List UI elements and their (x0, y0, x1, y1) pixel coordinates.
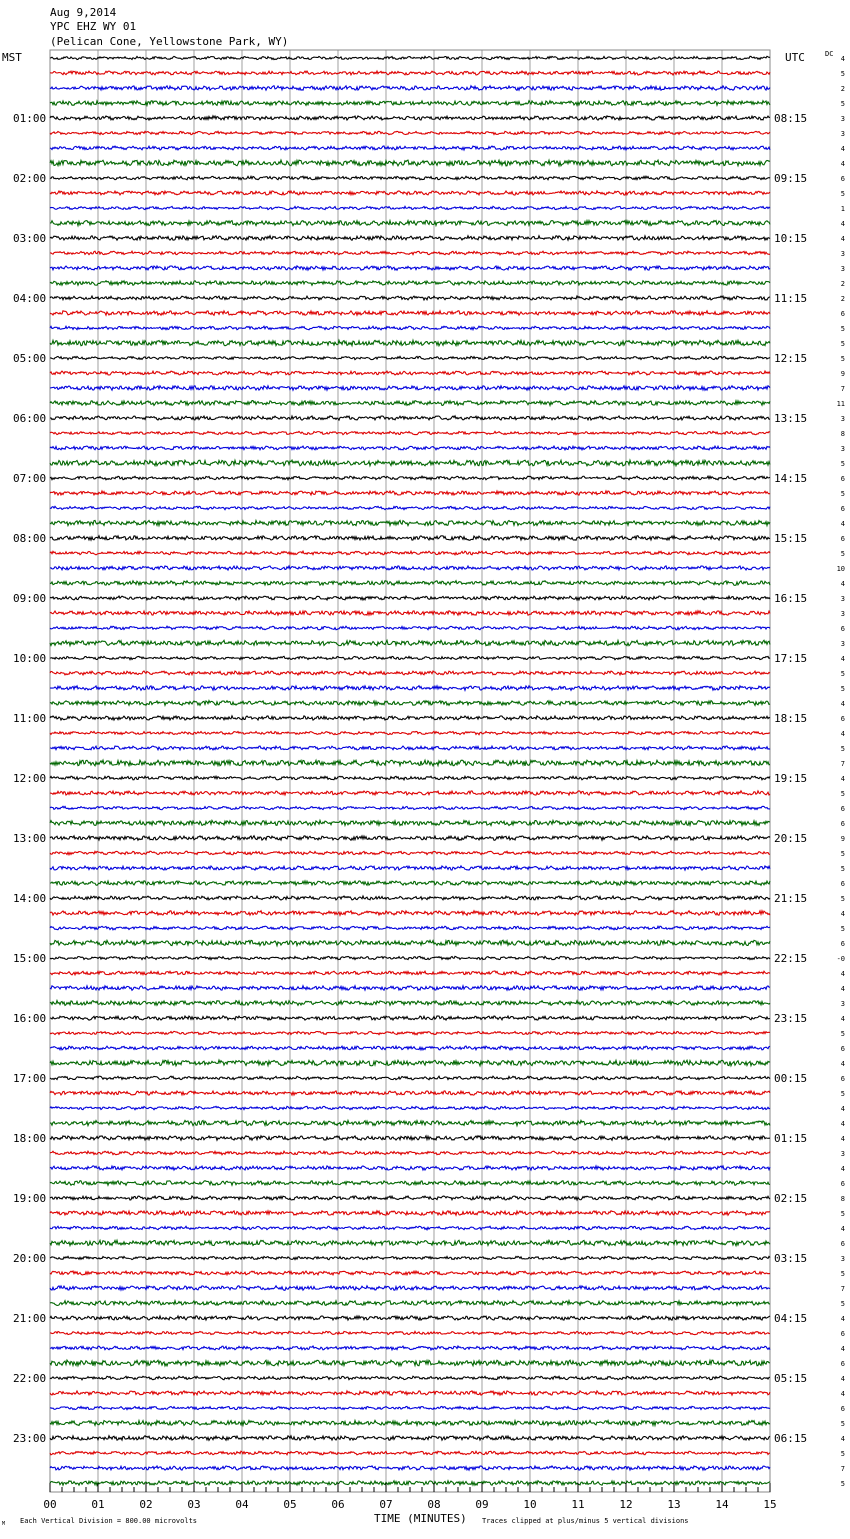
dc-offset-value: 5 (840, 1420, 845, 1428)
dc-offset-value: 7 (840, 1285, 845, 1293)
mst-hour-label: 07:00 (13, 472, 47, 485)
mst-hour-label: 06:00 (13, 412, 47, 425)
utc-hour-label: 12:15 (774, 352, 808, 365)
mst-hour-label: 04:00 (13, 292, 47, 305)
utc-hour-label: 01:15 (774, 1132, 808, 1145)
x-tick-label: 15 (763, 1498, 777, 1511)
dc-offset-value: 5 (840, 490, 845, 498)
dc-offset-value: 5 (840, 1210, 845, 1218)
dc-offset-value: 4 (840, 580, 845, 588)
mst-hour-label: 16:00 (13, 1012, 47, 1025)
dc-offset-value: 6 (840, 1180, 845, 1188)
dc-offset-value: 8 (840, 430, 845, 438)
utc-hour-label: 17:15 (774, 652, 808, 665)
x-tick-label: 11 (571, 1498, 585, 1511)
dc-offset-value: 4 (840, 1165, 845, 1173)
dc-offset-value: 9 (840, 835, 845, 843)
dc-offset-value: 6 (840, 1405, 845, 1413)
mst-hour-label: 20:00 (13, 1252, 47, 1265)
dc-offset-value: 6 (840, 1045, 845, 1053)
x-tick-label: 05 (283, 1498, 297, 1511)
dc-offset-value: 5 (840, 325, 845, 333)
mst-hour-label: 19:00 (13, 1192, 47, 1205)
utc-hour-label: 08:15 (774, 112, 808, 125)
dc-offset-value: 4 (840, 985, 845, 993)
mst-hour-label: 01:00 (13, 112, 47, 125)
dc-offset-value: 7 (840, 1465, 845, 1473)
dc-offset-value: 4 (840, 655, 845, 663)
dc-offset-value: 6 (840, 715, 845, 723)
x-tick-label: 14 (715, 1498, 729, 1511)
dc-offset-value: 3 (840, 130, 845, 138)
mst-hour-label: 15:00 (13, 952, 47, 965)
dc-offset-value: 3 (840, 445, 845, 453)
dc-offset-value: 4 (840, 700, 845, 708)
dc-offset-value: 4 (840, 1060, 845, 1068)
mst-hour-label: 21:00 (13, 1312, 47, 1325)
mst-hour-label: 18:00 (13, 1132, 47, 1145)
right-zone-label: UTC (785, 51, 805, 64)
x-tick-label: 09 (475, 1498, 489, 1511)
dc-offset-value: 3 (840, 250, 845, 258)
mst-hour-label: 10:00 (13, 652, 47, 665)
utc-hour-label: 13:15 (774, 412, 808, 425)
x-tick-label: 13 (667, 1498, 681, 1511)
utc-hour-label: 23:15 (774, 1012, 808, 1025)
mst-hour-label: 05:00 (13, 352, 47, 365)
dc-offset-value: 5 (840, 1450, 845, 1458)
dc-offset-value: 4 (840, 1015, 845, 1023)
utc-hour-label: 00:15 (774, 1072, 808, 1085)
dc-offset-value: 3 (840, 595, 845, 603)
header-date: Aug 9,2014 (50, 6, 117, 19)
dc-offset-value: 5 (840, 790, 845, 798)
corner-mark: M (2, 1521, 6, 1527)
dc-offset-value: 5 (840, 460, 845, 468)
dc-offset-value: 10 (836, 565, 845, 573)
dc-offset-value: 4 (840, 160, 845, 168)
dc-offset-value: 2 (840, 295, 845, 303)
mst-hour-label: 17:00 (13, 1072, 47, 1085)
dc-offset-value: 4 (840, 520, 845, 528)
x-tick-label: 04 (235, 1498, 249, 1511)
mst-hour-label: 13:00 (13, 832, 47, 845)
utc-hour-label: 20:15 (774, 832, 808, 845)
mst-hour-label: 08:00 (13, 532, 47, 545)
utc-hour-label: 06:15 (774, 1432, 808, 1445)
utc-hour-label: 18:15 (774, 712, 808, 725)
mst-hour-label: 03:00 (13, 232, 47, 245)
mst-hour-label: 11:00 (13, 712, 47, 725)
dc-offset-value: 4 (840, 55, 845, 63)
dc-offset-value: 6 (840, 625, 845, 633)
dc-offset-value: 5 (840, 670, 845, 678)
dc-offset-value: 6 (840, 1075, 845, 1083)
dc-offset-value: 6 (840, 1240, 845, 1248)
utc-hour-label: 03:15 (774, 1252, 808, 1265)
dc-offset-value: 6 (840, 880, 845, 888)
x-tick-label: 01 (91, 1498, 105, 1511)
utc-hour-label: 04:15 (774, 1312, 808, 1325)
x-tick-label: 03 (187, 1498, 201, 1511)
x-tick-label: 02 (139, 1498, 153, 1511)
dc-offset-value: 4 (840, 1345, 845, 1353)
dc-offset-value: 2 (840, 85, 845, 93)
mst-hour-label: 22:00 (13, 1372, 47, 1385)
dc-offset-value: 5 (840, 850, 845, 858)
dc-offset-value: 5 (840, 865, 845, 873)
utc-hour-label: 02:15 (774, 1192, 808, 1205)
dc-offset-value: 4 (840, 1225, 845, 1233)
header-location: (Pelican Cone, Yellowstone Park, WY) (50, 35, 289, 48)
dc-offset-value: 4 (840, 1120, 845, 1128)
dc-offset-value: 6 (840, 820, 845, 828)
dc-offset-value: 4 (840, 220, 845, 228)
x-tick-label: 00 (43, 1498, 57, 1511)
x-tick-label: 08 (427, 1498, 441, 1511)
dc-offset-value: 6 (840, 535, 845, 543)
dc-offset-value: 5 (840, 685, 845, 693)
dc-offset-value: 6 (840, 175, 845, 183)
dc-offset-value: 4 (840, 1315, 845, 1323)
mst-hour-label: 14:00 (13, 892, 47, 905)
dc-offset-value: 4 (840, 970, 845, 978)
utc-hour-label: 10:15 (774, 232, 808, 245)
dc-offset-value: 5 (840, 895, 845, 903)
dc-offset-value: 5 (840, 355, 845, 363)
dc-offset-value: 4 (840, 1390, 845, 1398)
x-tick-label: 07 (379, 1498, 393, 1511)
dc-offset-value: 3 (840, 115, 845, 123)
x-tick-label: 06 (331, 1498, 345, 1511)
dc-offset-value: 6 (840, 805, 845, 813)
dc-offset-value: 1 (840, 205, 845, 213)
dc-offset-value: 9 (840, 370, 845, 378)
dc-offset-value: 4 (840, 730, 845, 738)
dc-offset-value: 3 (840, 1255, 845, 1263)
dc-offset-value: 3 (840, 265, 845, 273)
dc-offset-value: 6 (840, 1330, 845, 1338)
dc-offset-value: 4 (840, 910, 845, 918)
dc-offset-value: 3 (840, 610, 845, 618)
utc-hour-label: 14:15 (774, 472, 808, 485)
utc-hour-label: 21:15 (774, 892, 808, 905)
dc-offset-value: 5 (840, 70, 845, 78)
dc-offset-value: 4 (840, 1375, 845, 1383)
dc-offset-value: 4 (840, 145, 845, 153)
dc-offset-value: 5 (840, 1270, 845, 1278)
dc-offset-value: 5 (840, 1480, 845, 1488)
mst-hour-label: 12:00 (13, 772, 47, 785)
utc-hour-label: 16:15 (774, 592, 808, 605)
dc-offset-value: 4 (840, 1435, 845, 1443)
header-station: YPC EHZ WY 01 (50, 20, 137, 33)
dc-offset-value: 5 (840, 925, 845, 933)
dc-offset-value: 4 (840, 775, 845, 783)
dc-offset-value: 5 (840, 1090, 845, 1098)
dc-offset-value: 4 (840, 1105, 845, 1113)
dc-offset-value: 4 (840, 1135, 845, 1143)
dc-offset-value: 4 (840, 235, 845, 243)
dc-offset-value: 7 (840, 385, 845, 393)
clip-note: Traces clipped at plus/minus 5 vertical divisions (482, 1517, 689, 1525)
dc-offset-value: 5 (840, 1300, 845, 1308)
scale-note: Each Vertical Division = 800.00 microvolts (20, 1517, 198, 1525)
dc-offset-value: 6 (840, 1360, 845, 1368)
dc-label: DC (825, 50, 834, 58)
dc-offset-value: 6 (840, 505, 845, 513)
utc-hour-label: 11:15 (774, 292, 808, 305)
mst-hour-label: 09:00 (13, 592, 47, 605)
dc-offset-value: 11 (836, 400, 845, 408)
dc-offset-value: 6 (840, 940, 845, 948)
utc-hour-label: 15:15 (774, 532, 808, 545)
utc-hour-label: 19:15 (774, 772, 808, 785)
left-zone-label: MST (2, 51, 22, 64)
dc-offset-value: 5 (840, 340, 845, 348)
dc-offset-value: 8 (840, 1195, 845, 1203)
dc-offset-value: 2 (840, 280, 845, 288)
utc-hour-label: 05:15 (774, 1372, 808, 1385)
dc-offset-value: 3 (840, 640, 845, 648)
mst-hour-label: 23:00 (13, 1432, 47, 1445)
dc-offset-value: 3 (840, 1000, 845, 1008)
dc-offset-value: 6 (840, 310, 845, 318)
dc-offset-value: 3 (840, 1150, 845, 1158)
dc-offset-value: -0 (836, 955, 845, 963)
dc-offset-value: 5 (840, 190, 845, 198)
utc-hour-label: 09:15 (774, 172, 808, 185)
dc-offset-value: 5 (840, 550, 845, 558)
dc-offset-value: 5 (840, 1030, 845, 1038)
dc-offset-value: 7 (840, 760, 845, 768)
utc-hour-label: 22:15 (774, 952, 808, 965)
x-axis-title: TIME (MINUTES) (374, 1512, 467, 1525)
mst-hour-label: 02:00 (13, 172, 47, 185)
dc-offset-value: 6 (840, 475, 845, 483)
dc-offset-value: 5 (840, 745, 845, 753)
x-tick-label: 10 (523, 1498, 537, 1511)
x-tick-label: 12 (619, 1498, 633, 1511)
dc-offset-value: 5 (840, 100, 845, 108)
dc-offset-value: 3 (840, 415, 845, 423)
